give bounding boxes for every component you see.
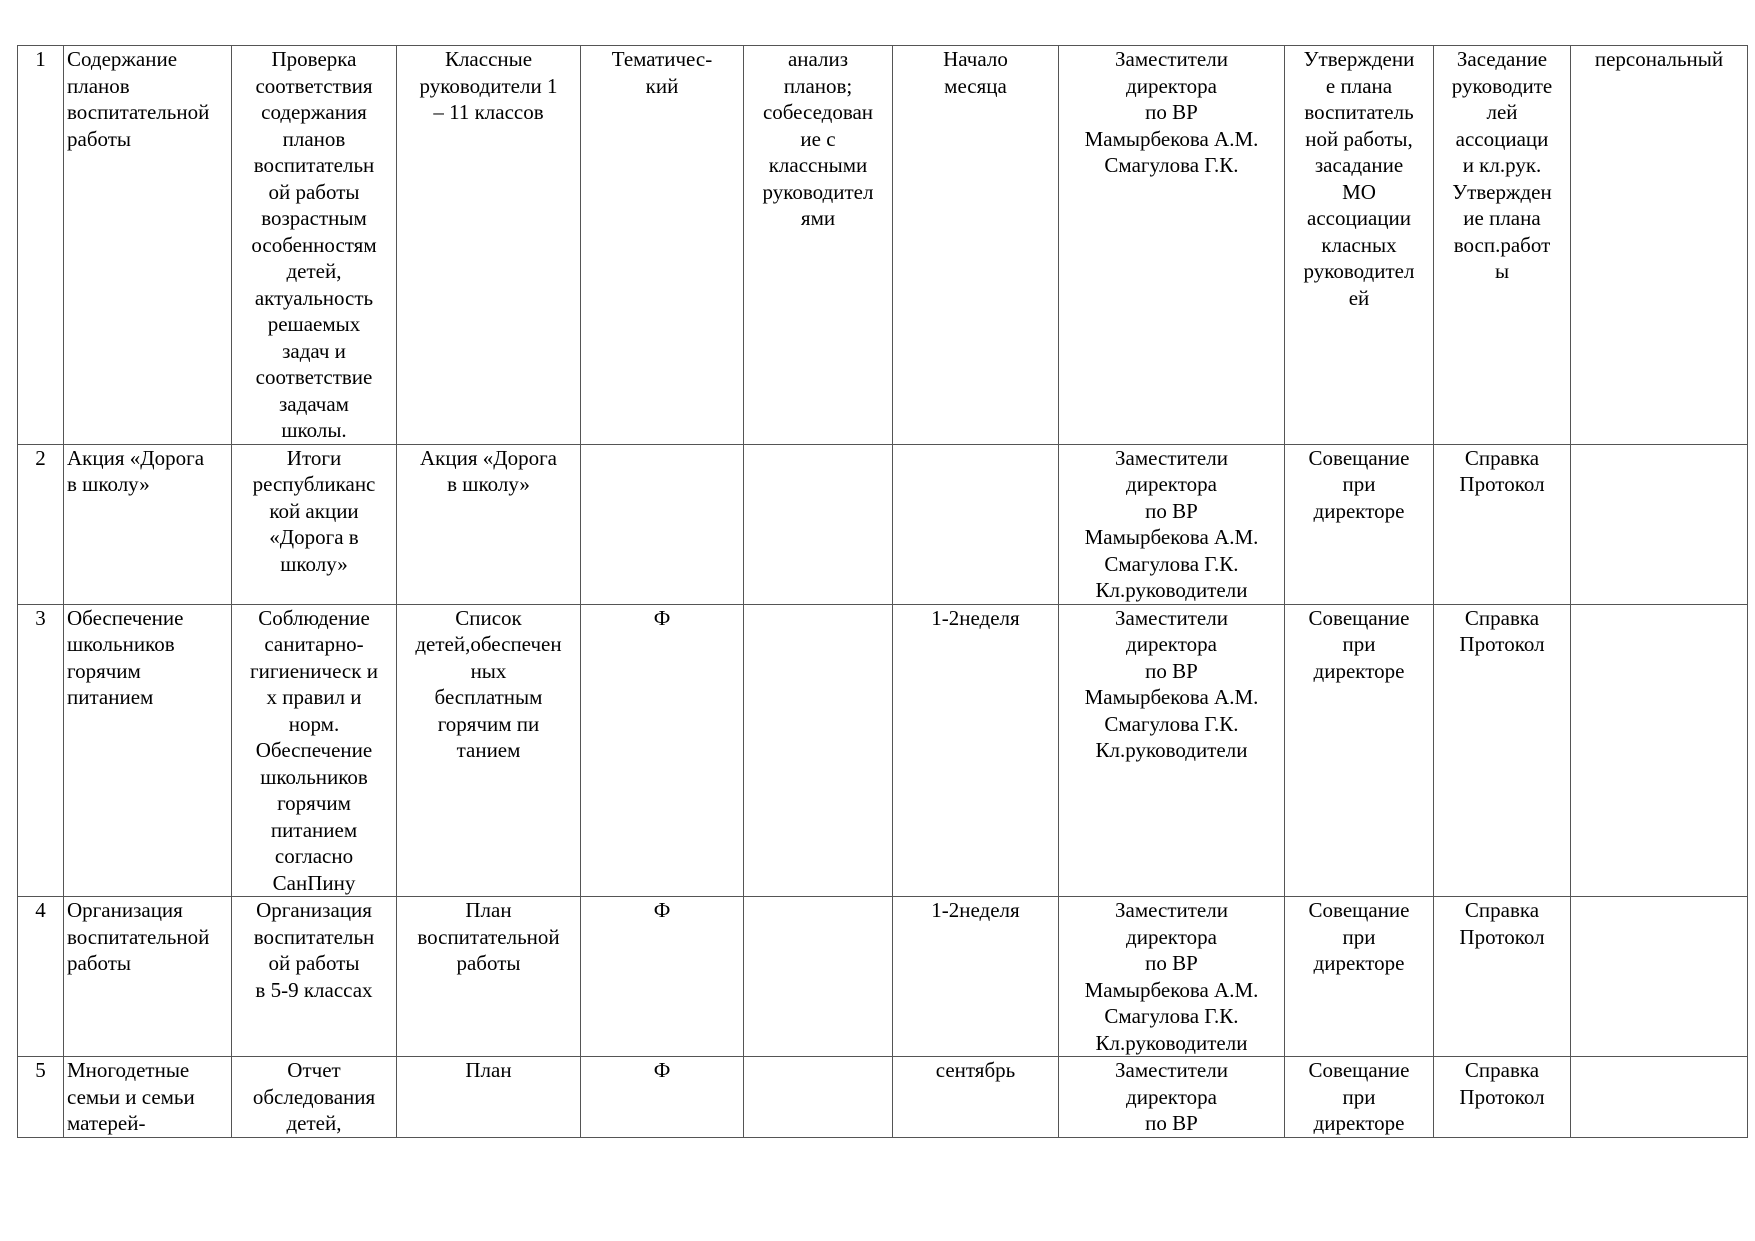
cell-object	[397, 897, 581, 1057]
cell-control-type	[581, 1057, 744, 1138]
cell-object	[397, 46, 581, 445]
cell-line: Тематичес-	[611, 47, 713, 71]
cell-line: согласно	[274, 844, 354, 868]
cell-line: Смагулова Г.К.	[1104, 711, 1239, 736]
cell-line: задач и	[282, 338, 346, 363]
cell-line: персональный	[1594, 47, 1724, 71]
cell-line: семьи и семьи	[67, 1084, 195, 1109]
cell-review-place	[1285, 897, 1434, 1057]
cell-number: 2	[18, 444, 64, 604]
cell-line: Заместители	[1115, 605, 1228, 630]
cell-line: директоре	[1313, 498, 1405, 523]
cell-line: гигиеническ и	[250, 658, 378, 683]
cell-number: 1	[18, 46, 64, 445]
cell-line: Начало	[943, 47, 1008, 71]
cell-line: Содержание	[67, 47, 178, 71]
cell-responsible	[1059, 444, 1285, 604]
cell-line: Протокол	[1459, 632, 1545, 656]
cell-line: директора	[1126, 1084, 1217, 1109]
table-row	[18, 1057, 1748, 1138]
cell-line: МО	[1342, 179, 1376, 204]
cell-line: танием	[456, 738, 521, 762]
cell-line: воспитательной	[67, 100, 210, 124]
cell-dates	[893, 1057, 1059, 1138]
cell-line: планов	[282, 126, 346, 151]
cell-line: собеседован	[762, 100, 874, 124]
cell-line: планов;	[783, 73, 853, 98]
cell-line: по ВР	[1145, 951, 1198, 975]
cell-line: сентябрь	[935, 1058, 1016, 1082]
cell-responsible	[1059, 1057, 1285, 1138]
cell-review-place	[1285, 46, 1434, 445]
cell-line: детей,	[286, 1111, 342, 1135]
cell-purpose	[232, 46, 397, 445]
cell-line: Кл.руководители	[1095, 1030, 1248, 1055]
cell-line: Справка	[1464, 445, 1540, 470]
cell-line: Кл.руководители	[1095, 578, 1248, 602]
cell-line: ассоциации	[1307, 206, 1411, 230]
cell-method	[744, 444, 893, 604]
cell-line: при	[1342, 632, 1376, 656]
cell-line: директоре	[1313, 658, 1405, 683]
cell-line: планов	[67, 73, 130, 98]
table-row	[18, 897, 1748, 1057]
cell-control-form	[1571, 46, 1748, 445]
cell-line: Справка	[1464, 898, 1540, 922]
cell-line: План	[465, 1058, 512, 1082]
cell-line: Обеспечение	[255, 738, 373, 762]
cell-line: при	[1342, 1084, 1376, 1109]
cell-line: республиканс	[252, 472, 376, 496]
cell-line: кой акции	[269, 498, 359, 523]
cell-line: е плана	[1325, 73, 1393, 98]
table-row	[18, 444, 1748, 604]
cell-line: План	[465, 898, 512, 922]
cell-control-type	[581, 444, 744, 604]
cell-result	[1434, 604, 1571, 897]
cell-line: Заместители	[1115, 898, 1228, 922]
cell-control-form	[1571, 444, 1748, 604]
cell-method	[744, 604, 893, 897]
cell-line: воспитательн	[253, 924, 375, 949]
cell-line: содержания	[261, 100, 367, 124]
cell-line: Ф	[653, 605, 671, 630]
cell-line: лей	[1486, 100, 1518, 124]
cell-review-place	[1285, 604, 1434, 897]
cell-review-place	[1285, 444, 1434, 604]
cell-line: бесплатным	[434, 685, 543, 709]
cell-line: соответствие	[255, 365, 373, 389]
cell-line: руководители 1	[419, 73, 558, 98]
cell-line: месяца	[944, 73, 1007, 98]
cell-line: Мамырбекова А.М.	[1084, 685, 1259, 709]
cell-line: Организация	[67, 898, 183, 922]
cell-line: Мамырбекова А.М.	[1084, 126, 1259, 151]
cell-line: Классные	[444, 47, 533, 71]
cell-line: директоре	[1313, 1111, 1405, 1135]
cell-control-type	[581, 897, 744, 1057]
cell-line: норм.	[288, 711, 340, 736]
cell-line: по ВР	[1145, 1111, 1198, 1135]
cell-line: Заседание	[1456, 47, 1548, 71]
cell-line: Совещание	[1308, 898, 1410, 922]
cell-number: 3	[18, 604, 64, 897]
cell-control-type	[581, 604, 744, 897]
cell-line: санитарно-	[264, 632, 364, 656]
cell-line: Отчет	[287, 1058, 341, 1082]
cell-dates	[893, 444, 1059, 604]
table-row	[18, 46, 1748, 445]
cell-subject	[64, 897, 232, 1057]
cell-line: Протокол	[1459, 472, 1545, 496]
cell-line: работы	[67, 126, 132, 151]
cell-line: горячим	[277, 791, 351, 815]
cell-line: Справка	[1464, 605, 1540, 630]
cell-line: директора	[1126, 472, 1217, 496]
cell-line: ие плана	[1463, 206, 1541, 230]
cell-responsible	[1059, 604, 1285, 897]
cell-line: Совещание	[1308, 445, 1410, 470]
cell-line: 1-2неделя	[931, 898, 1020, 922]
cell-line: Заместители	[1115, 1058, 1228, 1082]
cell-control-form	[1571, 604, 1748, 897]
cell-line: Организация	[256, 898, 372, 922]
cell-line: школы.	[281, 418, 347, 442]
cell-line: директора	[1126, 73, 1217, 98]
cell-line: Заместители	[1115, 445, 1228, 470]
cell-line: задачам	[279, 391, 349, 416]
cell-line: по ВР	[1145, 658, 1198, 683]
cell-review-place	[1285, 1057, 1434, 1138]
cell-line: анализ	[787, 47, 849, 71]
cell-line: Протокол	[1459, 1084, 1545, 1109]
cell-line: ей	[1348, 285, 1370, 310]
cell-line: Список	[455, 605, 522, 630]
cell-dates	[893, 897, 1059, 1057]
cell-line: решаемых	[267, 312, 361, 336]
cell-line: засадание	[1314, 153, 1404, 177]
cell-line: воспитательн	[253, 153, 375, 177]
cell-purpose	[232, 1057, 397, 1138]
cell-line: детей,обеспечен	[415, 632, 562, 656]
cell-line: Совещание	[1308, 1058, 1410, 1082]
cell-line: соответствия	[255, 73, 373, 98]
cell-line: директоре	[1313, 951, 1405, 975]
cell-line: 1-2неделя	[931, 605, 1020, 630]
cell-line: Ф	[653, 898, 671, 922]
cell-line: Смагулова Г.К.	[1104, 551, 1239, 576]
cell-line: в школу»	[67, 472, 150, 496]
cell-result	[1434, 444, 1571, 604]
cell-line: СанПину	[272, 870, 356, 895]
cell-line: питанием	[67, 685, 154, 709]
cell-line: директора	[1126, 632, 1217, 656]
cell-line: школьников	[260, 764, 368, 789]
cell-purpose	[232, 444, 397, 604]
cell-line: работы	[67, 951, 132, 975]
cell-control-form	[1571, 897, 1748, 1057]
cell-line: классными	[768, 153, 868, 177]
table-row	[18, 604, 1748, 897]
cell-line: Справка	[1464, 1058, 1540, 1082]
cell-line: в школу»	[447, 472, 530, 496]
cell-line: Многодетные	[67, 1058, 190, 1082]
cell-number: 4	[18, 897, 64, 1057]
cell-line: Акция «Дорога	[67, 445, 205, 470]
cell-object	[397, 444, 581, 604]
cell-line: ы	[1494, 259, 1510, 283]
cell-method	[744, 1057, 893, 1138]
control-plan-table	[17, 45, 1748, 1138]
cell-line: ной работы,	[1305, 126, 1413, 151]
cell-line: детей,	[286, 259, 342, 283]
cell-line: Проверка	[271, 47, 357, 71]
cell-line: руководите	[1451, 73, 1553, 98]
cell-line: Мамырбекова А.М.	[1084, 525, 1259, 549]
cell-subject	[64, 604, 232, 897]
cell-line: Акция «Дорога	[419, 445, 557, 470]
cell-line: горячим пи	[437, 711, 540, 736]
cell-line: Мамырбекова А.М.	[1084, 977, 1259, 1002]
cell-subject	[64, 444, 232, 604]
cell-control-type	[581, 46, 744, 445]
cell-line: при	[1342, 924, 1376, 949]
cell-subject	[64, 1057, 232, 1138]
cell-line: Смагулова Г.К.	[1104, 1004, 1239, 1028]
cell-line: ями	[800, 206, 836, 230]
cell-line: Совещание	[1308, 605, 1410, 630]
cell-line: Утвержден	[1452, 179, 1552, 204]
cell-line: и кл.рук.	[1462, 153, 1542, 177]
cell-method	[744, 897, 893, 1057]
cell-line: руководител	[762, 179, 874, 204]
cell-line: Кл.руководители	[1095, 738, 1248, 762]
table-body	[18, 46, 1748, 1138]
cell-line: Соблюдение	[258, 605, 370, 630]
cell-line: класных	[1321, 232, 1397, 257]
cell-line: «Дорога в	[269, 525, 359, 549]
cell-line: возрастным	[261, 206, 367, 230]
cell-line: Итоги	[286, 445, 342, 470]
cell-line: Заместители	[1115, 47, 1228, 71]
cell-line: директора	[1126, 924, 1217, 949]
cell-result	[1434, 46, 1571, 445]
cell-line: работы	[456, 951, 521, 975]
cell-line: воспитатель	[1304, 100, 1414, 124]
cell-line: при	[1342, 472, 1376, 496]
cell-line: актуальность	[254, 285, 374, 310]
cell-purpose	[232, 604, 397, 897]
cell-object	[397, 1057, 581, 1138]
cell-line: руководител	[1303, 259, 1415, 283]
cell-dates	[893, 46, 1059, 445]
cell-line: Ф	[653, 1058, 671, 1082]
cell-line: – 11 классов	[433, 100, 544, 124]
cell-line: ой работы	[268, 951, 360, 975]
cell-line: школьников	[67, 632, 175, 656]
cell-dates	[893, 604, 1059, 897]
cell-line: Протокол	[1459, 924, 1545, 949]
cell-line: обследования	[252, 1084, 376, 1109]
cell-number: 5	[18, 1057, 64, 1138]
cell-line: восп.работ	[1453, 232, 1551, 257]
cell-line: питанием	[270, 817, 358, 842]
cell-line: особенностям	[251, 232, 377, 257]
cell-line: Смагулова Г.К.	[1104, 153, 1239, 177]
cell-line: в 5-9 классах	[255, 977, 373, 1002]
cell-subject	[64, 46, 232, 445]
cell-object	[397, 604, 581, 897]
cell-responsible	[1059, 46, 1285, 445]
cell-line: матерей-	[67, 1111, 146, 1135]
cell-line: Утверждени	[1303, 47, 1415, 71]
cell-line: воспитательной	[417, 924, 560, 949]
cell-line: горячим	[67, 658, 141, 683]
cell-method	[744, 46, 893, 445]
cell-line: кий	[645, 73, 679, 98]
cell-line: ой работы	[268, 179, 360, 204]
cell-line: школу»	[280, 551, 348, 576]
cell-line: х правил и	[266, 685, 362, 709]
cell-line: ие с	[800, 126, 836, 151]
cell-line: ассоциаци	[1455, 126, 1549, 151]
cell-responsible	[1059, 897, 1285, 1057]
cell-line: воспитательной	[67, 924, 210, 949]
cell-line: ных	[470, 658, 507, 683]
cell-control-form	[1571, 1057, 1748, 1138]
cell-line: по ВР	[1145, 100, 1198, 124]
cell-purpose	[232, 897, 397, 1057]
cell-result	[1434, 897, 1571, 1057]
cell-result	[1434, 1057, 1571, 1138]
cell-line: по ВР	[1145, 498, 1198, 523]
cell-line: Обеспечение	[67, 605, 184, 630]
